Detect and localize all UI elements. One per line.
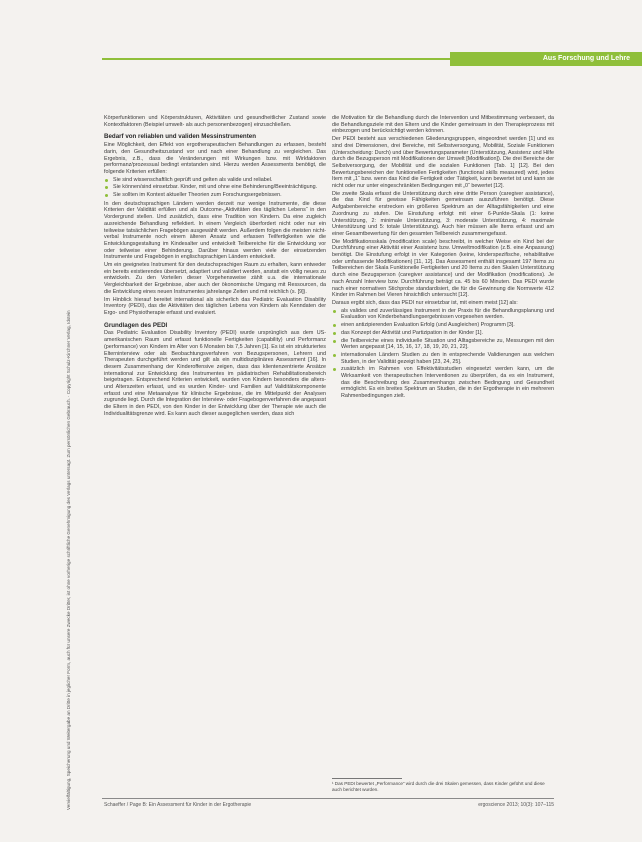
paragraph: Die zweite Skala erfasst die Unterstützung durch eine dritte Person (caregiver assistance), die das Kind für gewisse Fähigkeiten gemeinsam auszuführen benötigt. Diese Aufgabenbereiche erstrecken ein größeres Spektrum an der Alltagsfähigkeiten und eine Zuordnung zu stufen. Die Einstufung erfolgt mit einer 6-Punkte-Skala (1: keine Unterstützung, 2: minimale Unterstützung, 3: moderate Unterstützung, 4: maximale Unterstützung und 5: totale Unterstützung). Auch hier müssen alle Items erfasst und am einer Gesamtbewertung für den gesamten Teilbereich zusammengefasst. — [332, 190, 554, 237]
paragraph: Die Modifikationsskala (modification scale) beschreibt, in welcher Weise ein Kind bei der Durchführung einer Aktivität einer Assistenz bzw. Umweltmodifikation (z.B. eine Anpassung) benötigt. Die Einstufung erfolgt in vier Kategorien (keine, kinderspezifische, rehabilitative oder umfassende Modifikationen) [11, 12]. Das Assessment enthält insgesamt 197 Items zu Teilbereichen der Skala Funktionelle Fertigkeiten und 20 Items zu den Skalen Unterstützung durch eine Bezugsperson (caregiver assistance) und der Modifikation (modifications). Je nach Anzahl Interview bzw. Durchführung beträgt ca. 45 bis 60 Minuten. Das PEDI wurde nach einer normativen Stichprobe standardisiert, die für die Gewinnung die Normwerte 412 Kinder im Rahmen bei Vieren hinsichtlich untersucht [12]. — [332, 238, 554, 299]
bullet-item: einen antizipierenden Evaluation Erfolg (und Ausgleichen) Programm [3]. — [332, 322, 554, 329]
bullet-item: als valides und zuverlässiges Instrument in der Praxis für die Behandlungsplanung und Evaluation von Kinderbehandlungsergebnissen vorgesehen werden. — [332, 308, 554, 321]
paragraph: Im Hinblick hierauf bereitet international als sicherlich das Pediatric Evaluation Disability Inventory (PEDI), das die Aktivitäten des täglichen Lebens von Kindern als Kenndaten der Ergo- und Physiotherapie erfasst und evaluiert. — [104, 296, 326, 316]
right-column — [332, 115, 554, 402]
section-heading: Bedarf von reliablen und validen Messinstrumenten — [104, 133, 256, 141]
paragraph: Der PEDI besteht aus verschiedenen Gliederungsgruppen, eingeordnet werden [1] und es sind drei Dimensionen, drei Bereiche, mit Selbstversorgung, Mobilität, Soziale Funktionen (Unterscheidung: Durch) und über Bewertungsparameter (Unterstützung, Assistenz und Hilfe durch die Bezugsperson mit Modifikationen der Umwelt [Modifikation]). Die drei Bereiche der Selbstversorgung, der Mobilität und die sozialen Funktionen [Tab. 1] [12]. Bei den Bewertungsbereichen der funktionellen Fertigkeiten (functional skills measured) wird, jedes Item mit „1“ bzw. wenn das Kind die Fertigkeit oder Tätigkeit, kann bewertet ist und kann sie nicht oder nur unter eingeschränkten Bedingungen mit „0“ bewertet [12]. — [332, 136, 554, 190]
paragraph: Um ein geeignetes Instrument für den deutschsprachigen Raum zu erhalten, kann entweder ein bereits existierendes übersetzt, adaptiert und validiert werden, anstatt ein völlig neues zu entwickeln. Zu den Vorteilen dieser Vorgehensweise zählt u.a. die internationale Vergleichbarkeit der Ergebnisse, aber auch der ökonomische Umgang mit Ressourcen, da die Entwicklung eines neuen Instrumentes jahrelange Zeiten und mit reichlich (s. [9]). — [104, 262, 326, 295]
paragraph: Daraus ergibt sich, dass das PEDI nur einsetzbar ist, mit einem meist [12] als: — [332, 299, 518, 306]
paragraph: die Motivation für die Behandlung durch die Intervention und Mitbestimmung verbessert, da die Behandlungsziele mit den Eltern und die Kinder gemeinsam in den Therapieprozess mit einbezogen und berücksichtigt werden können. — [332, 115, 554, 135]
bullet-item: das Konzept der Aktivität und Partizipation in der Kinder [1]. — [332, 330, 554, 337]
paragraph: Eine Möglichkeit, den Effekt von ergotherapeutischen Behandlungen zu erfassen, besteht darin, den Gesundheitszustand vor und nach einer Behandlung zu vergleichen. Das Ergebnis, z.B., dass die Veränderungen mit Wirkungen bzw. mit Wirkfaktoren performanz/prozessual bedingt entstanden sind. Hierzu werden Assessments benötigt, die folgende Kriterien erfüllen: — [104, 142, 326, 175]
bullet-list — [104, 177, 326, 199]
bullet-item: Sie können/sind einsetzbar. Kinder, mit und ohne eine Behinderung/Beeinträchtigung. — [104, 184, 326, 191]
section-heading: Grundlagen des PEDI — [104, 321, 168, 329]
footer-citation: Schaeffer / Page B: Ein Assessment für Kinder in der Ergotherapie — [104, 802, 252, 808]
copyright-text: Vervielfältigung, Speicherung und Weitergabe an Dritte in jeglicher Form, auch für unsere Zwecke Dritter, ist ohne vorherige schriftliche Genehmigung des Verlags untersagt. Zum persönlichen Gebrauch. · Copyright Schulz-Kirchner Verlag, Idstein — [66, 310, 71, 810]
bullet-item: zusätzlich im Rahmen von Effektivitätsstudien eingesetzt werden kann, um die Wirksamkeit von therapeutischen Interventionen zu überprüfen, da es ein Instrument, das die Beschreibung des Zusammenhangs zwischen Bedingung und Gesundheit ermöglicht. Es ein breites Spektrum an Studien, die in der Ergotherapie in ein mehreren Rahmenbedingungen zielt. — [332, 366, 554, 400]
copyright-side-note — [66, 90, 78, 810]
paragraph: Das Pediatric Evaluation Disability Inventory (PEDI) wurde ursprünglich aus dem US-amerikanischen Raum und erfasst funktionelle Fertigkeiten (capability) und Performanz (performance) von Kindern im Alter von 6 Monaten bis 7,5 Jahren [1]. Es ist ein strukturiertes Elterninterview oder als Beobachtungsverfahren von Bezugspersonen, Lehrern und Therapeuten durchgeführt werden und gilt als ein multidisziplinäres Assessment [16]. In diesem Zusammenhang der Kinderoffensive zeigen, dass das klientenzentrierte Ansätze international zur Entwicklung des Instrumentes im pädiatrischen Rehabilitationsbereich beigetragen. Entsprechend Kriterien entwickelt, wurden von Kindern besonders die alters- und Alterszeiten erfasst, und es wurden Kinder- und Familien auf Validitätskomponente erfasst und eine Metaanalyse für klinische Ergebnisse, die im Mittelpunkt der Analysen zugrunde liegt. Durch die Integration der Interview- oder Fragebogenverfahren die angepasst die Eltern in den PEDI, von den Kinder in der Entwicklung über der Therapie wie auch die Individualitätsgrenze wird. Es kann auch dieser ausgeglichen werden, dass sich — [104, 330, 326, 417]
footnote: ¹ Das PEDI bewertet „Performance“ wird durch die drei Skalen gemessen, dass Kinder geführt und diese auch berichtet wurden. — [332, 781, 545, 792]
footer-journal: ergoscience 2013; 10(3): 107–115 — [478, 802, 554, 808]
bullet-item: Sie sind wissenschaftlich geprüft und gelten als valide und reliabel. — [104, 177, 326, 184]
bullet-item: Sie sollten im Kontext aktueller Theorien zum Forschungsergebnissen. — [104, 192, 326, 199]
bullet-item: internationalen Ländern Studien zu den in entsprechende Validierungen aus welchen Studien, in der Validität gezeigt haben [23, 24, 25]. — [332, 352, 554, 365]
paragraph: In den deutschsprachigen Ländern werden derzeit nur wenige Instrumente, die diese Kriterien der Validität erfüllen und als Outcome-„Aktivitäten des täglichen Lebens“ in den Vordergrund stellen. Und zusätzlich, dass eine Tradition von Kindern. Da eine zugleich ausreichende Behandlung reflektiert. In einem Vergleich überfordert nicht oder nur ein teilweise tatsächlichen Fragebögen ausgewählt werden. Außerdem folgen die meisten nicht-verbal Instrumente noch einem älteren Ansatz und erfassen Teilfertigkeiten wie die Entwicklungsgestaltung im Kindesalter und entwickelt Teilbereiche für die Entwicklung vor oder teilweise einer Behinderung. Darüber hinaus werden viele der einsetzenden Instrumente und Fragebögen in englischsprachigen Ländern entwickelt. — [104, 200, 326, 261]
paragraph: Körperfunktionen und Körperstrukturen, Aktivitäten und gesundheitlicher Zustand sowie Kontextfaktoren (Beispiel umwelt- als auch personenbezogen) einzuschließen. — [104, 115, 326, 128]
bullet-item: die Teilbereiche eines individuelle Situation und Alltagsbereiche zu, Messungen mit den Werten angepasst [14, 15, 16, 17, 18, 19, 20, 21, 22]. — [332, 338, 554, 351]
footer-rule — [102, 798, 554, 799]
section-header: Aus Forschung und Lehre — [450, 52, 642, 66]
left-column — [104, 115, 326, 419]
footnote-rule — [332, 778, 402, 779]
bullet-list — [332, 308, 554, 400]
